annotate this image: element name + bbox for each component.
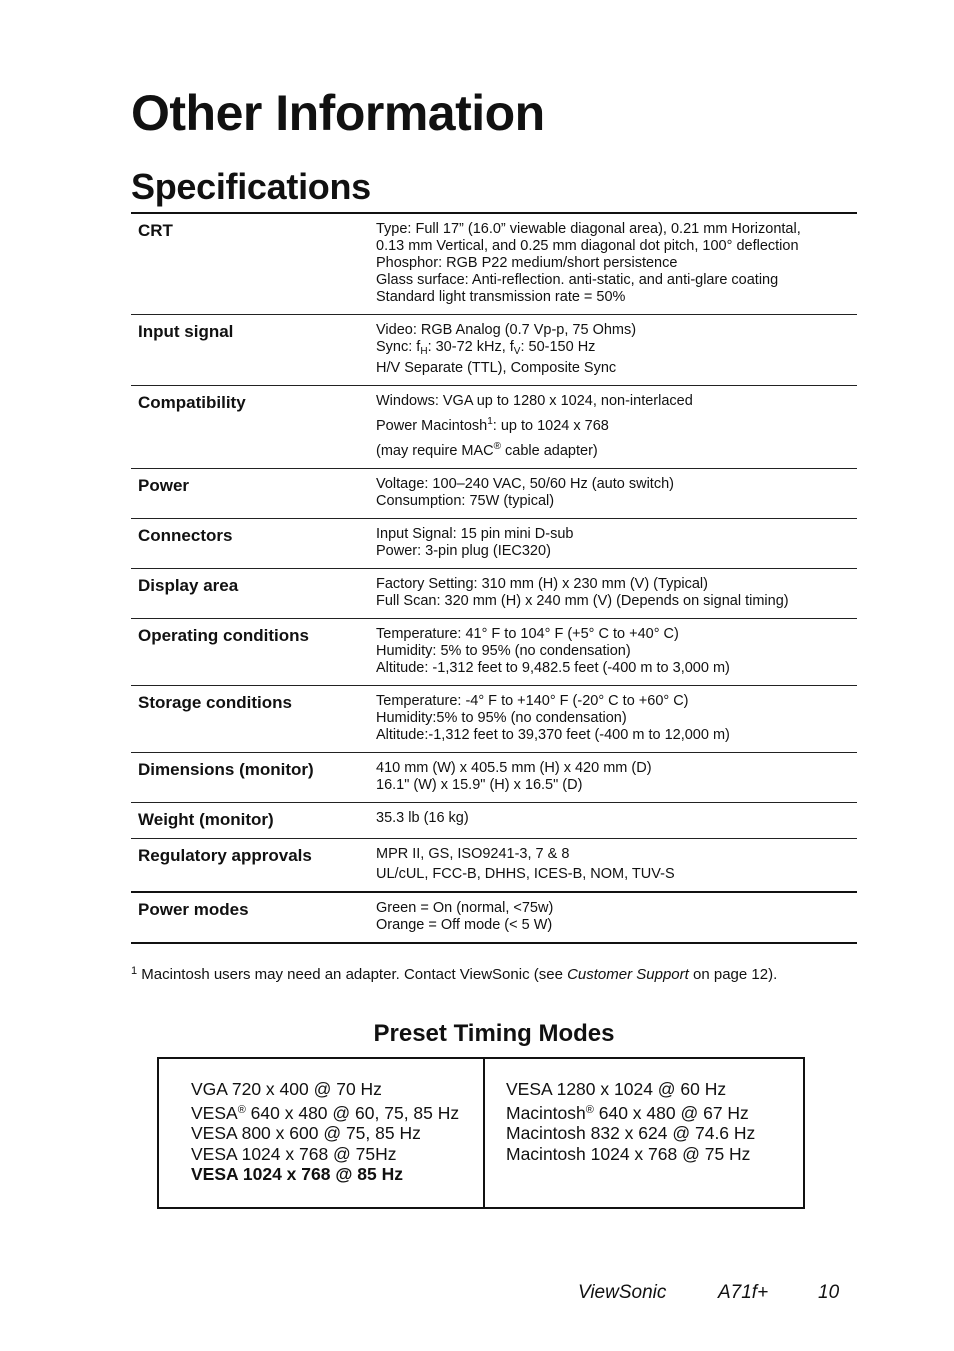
spec-value [376, 693, 857, 744]
superscript: ® [493, 441, 502, 452]
spec-line: Windows: VGA up to 1280 x 1024, non-interlaced [376, 393, 693, 409]
spec-row [131, 385, 857, 468]
preset-mode: VESA 800 x 600 @ 75, 85 Hz [191, 1123, 421, 1143]
preset-text: 640 x 480 @ 60, 75, 85 Hz [245, 1102, 460, 1123]
spec-line: Standard light transmission rate = 50% [376, 289, 626, 305]
preset-left-column [159, 1059, 485, 1207]
spec-row [131, 518, 857, 568]
spec-label: Weight (monitor) [138, 810, 274, 829]
spec-line: Input Signal: 15 pin mini D-sub [376, 526, 574, 542]
spec-line: Temperature: 41° F to 104° F (+5° C to +40° C) [376, 626, 679, 642]
spec-text: Power Macintosh [376, 418, 488, 434]
spec-line [376, 438, 857, 460]
spec-label: Power modes [138, 900, 249, 919]
spec-text: : up to 1024 x 768 [492, 418, 609, 434]
spec-text: (may require MAC [376, 443, 494, 459]
preset-mode: VESA 1280 x 1024 @ 60 Hz [506, 1079, 727, 1099]
preset-mode: Macintosh 832 x 624 @ 74.6 Hz [506, 1123, 756, 1143]
spec-label: Storage conditions [138, 693, 292, 712]
spec-label: CRT [138, 221, 173, 240]
spec-line: Power: 3-pin plug (IEC320) [376, 543, 551, 559]
superscript: ® [585, 1103, 594, 1116]
spec-line: Humidity: 5% to 95% (no condensation) [376, 643, 631, 659]
footnote-text-after: on page 12). [688, 966, 778, 983]
spec-label: Dimensions (monitor) [138, 760, 314, 779]
spec-label: Power [138, 476, 190, 495]
spec-row [131, 891, 857, 942]
spec-row [131, 314, 857, 385]
preset-text: Macintosh [506, 1102, 586, 1123]
spec-line: Phosphor: RGB P22 medium/short persistence [376, 255, 678, 271]
preset-text: VESA [191, 1102, 238, 1123]
preset-mode: VESA 1024 x 768 @ 85 Hz [191, 1164, 403, 1184]
spec-row [131, 685, 857, 752]
spec-row [131, 802, 857, 838]
spec-line: Type: Full 17” (16.0” viewable diagonal area), 0.21 mm Horizontal, [376, 221, 801, 237]
spec-line: Altitude: -1,312 feet to 9,482.5 feet (-400 m to 3,000 m) [376, 660, 730, 676]
spec-value [376, 576, 857, 610]
footer-model: A71f+ [718, 1282, 769, 1303]
spec-row [131, 468, 857, 518]
preset-mode [191, 1100, 483, 1124]
spec-line: MPR II, GS, ISO9241-3, 7 & 8 [376, 846, 570, 862]
preset-mode: VGA 720 x 400 @ 70 Hz [191, 1079, 382, 1099]
spec-line: H/V Separate (TTL), Composite Sync [376, 360, 617, 376]
spec-text: cable adapter) [501, 443, 598, 459]
spec-line: Altitude:-1,312 feet to 39,370 feet (-400 m to 12,000 m) [376, 727, 730, 743]
section-title: Specifications [131, 166, 371, 207]
spec-value [376, 476, 857, 510]
spec-line: Consumption: 75W (typical) [376, 493, 555, 509]
spec-value [376, 626, 857, 677]
spec-row [131, 568, 857, 618]
spec-line: Humidity:5% to 95% (no condensation) [376, 710, 627, 726]
spec-row [131, 618, 857, 685]
preset-mode: VESA 1024 x 768 @ 75Hz [191, 1143, 397, 1164]
spec-line: Temperature: -4° F to +140° F (-20° C to +60° C) [376, 693, 689, 709]
spec-line: 0.13 mm Vertical, and 0.25 mm diagonal dot pitch, 100° deflection [376, 238, 799, 254]
spec-row [131, 214, 857, 314]
superscript: ® [237, 1103, 246, 1116]
spec-text: Sync: f [376, 339, 421, 355]
spec-line: 35.3 lb (16 kg) [376, 810, 469, 826]
preset-mode: Macintosh 1024 x 768 @ 75 Hz [506, 1143, 751, 1164]
spec-line: Glass surface: Anti-reflection. anti-static, and anti-glare coating [376, 272, 779, 288]
page-title: Other Information [131, 85, 545, 141]
footer-page-number: 10 [818, 1282, 840, 1303]
footer-brand: ViewSonic [578, 1282, 667, 1303]
spec-row [131, 752, 857, 802]
spec-line: Voltage: 100–240 VAC, 50/60 Hz (auto switch) [376, 476, 674, 492]
spec-line: 16.1" (W) x 15.9" (H) x 16.5" (D) [376, 777, 583, 793]
subscript: H [420, 346, 428, 357]
spec-line: UL/cUL, FCC-B, DHHS, ICES-B, NOM, TUV-S [376, 866, 675, 882]
spec-value [376, 322, 857, 377]
spec-text: : 50-150 Hz [520, 339, 596, 355]
spec-line: 410 mm (W) x 405.5 mm (H) x 420 mm (D) [376, 760, 652, 776]
spec-value [376, 760, 857, 794]
spec-label: Connectors [138, 526, 233, 545]
spec-line: Video: RGB Analog (0.7 Vp-p, 75 Ohms) [376, 322, 637, 338]
spec-line: Orange = Off mode (< 5 W) [376, 917, 553, 933]
preset-right-column [485, 1059, 803, 1207]
spec-label: Operating conditions [138, 626, 309, 645]
spec-value [376, 221, 857, 306]
spec-line [376, 339, 857, 360]
spec-value [376, 810, 857, 830]
preset-timing-box [157, 1057, 805, 1209]
superscript: 1 [487, 416, 493, 427]
spec-label: Regulatory approvals [138, 846, 312, 865]
spec-line: Green = On (normal, <75w) [376, 900, 554, 916]
spec-line: Factory Setting: 310 mm (H) x 230 mm (V) (Typical) [376, 576, 708, 592]
spec-value [376, 526, 857, 560]
spec-line [376, 413, 857, 435]
spec-label: Compatibility [138, 393, 246, 412]
spec-line: Full Scan: 320 mm (H) x 240 mm (V) (Depends on signal timing) [376, 593, 789, 609]
footnote-text-before: Macintosh users may need an adapter. Contact ViewSonic (see [137, 966, 568, 983]
footnote-mark: 1 [131, 965, 138, 977]
spec-label: Input signal [138, 322, 234, 341]
footnote-italic: Customer Support [567, 966, 689, 983]
preset-mode [506, 1100, 803, 1124]
footnote [131, 965, 777, 983]
spec-value [376, 846, 857, 883]
subscript: V [513, 346, 521, 357]
spec-label: Display area [138, 576, 239, 595]
spec-value [376, 900, 857, 934]
spec-row [131, 838, 857, 891]
specifications-table [131, 212, 857, 944]
preset-text: 640 x 480 @ 67 Hz [593, 1102, 749, 1123]
spec-text: : 30-72 kHz, f [427, 339, 514, 355]
preset-timing-title: Preset Timing Modes [373, 1020, 615, 1047]
spec-value [376, 393, 857, 460]
